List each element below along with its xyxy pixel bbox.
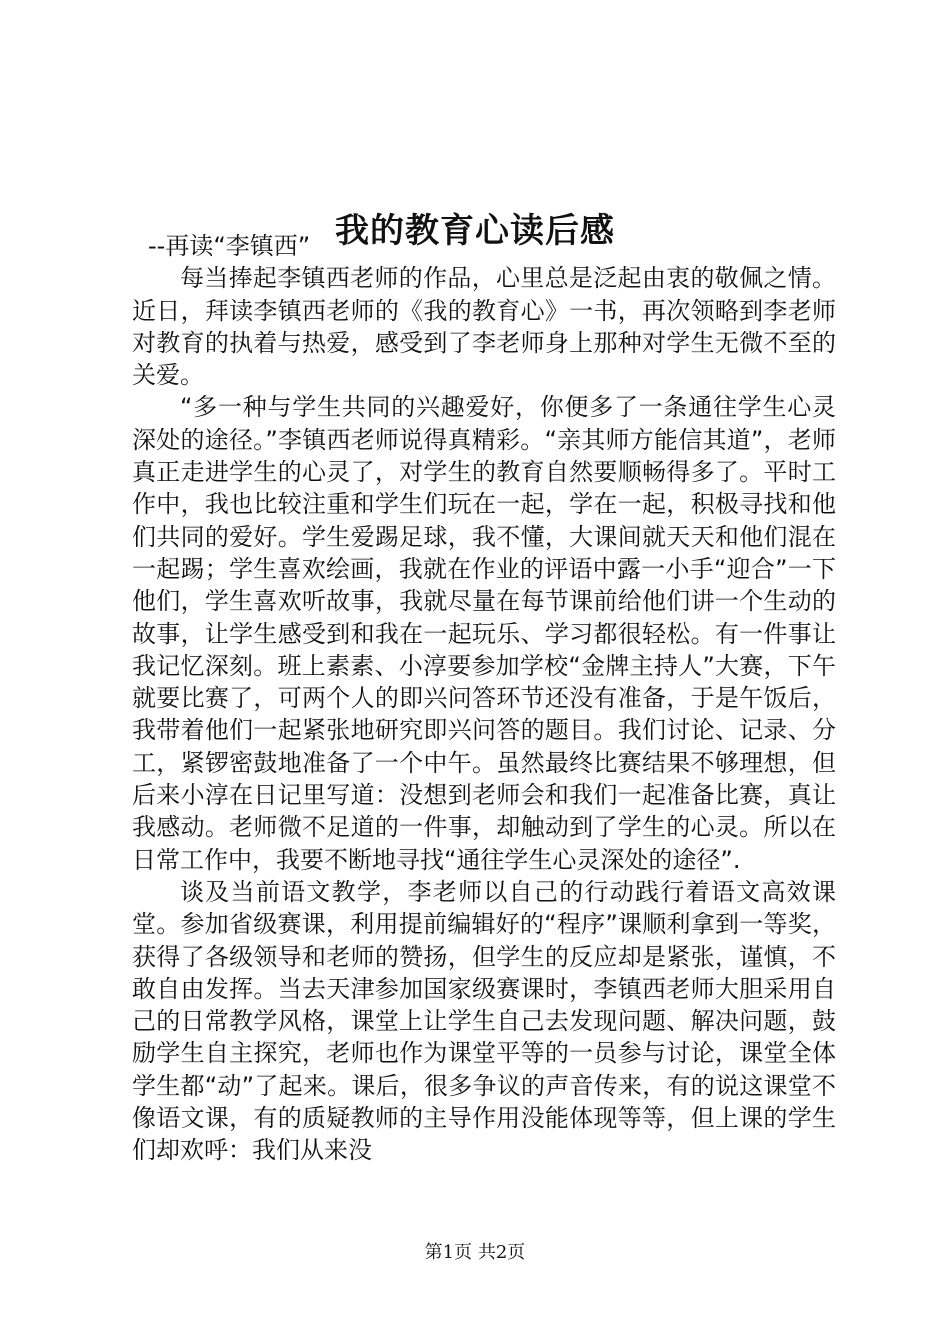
paragraph-1: 每当捧起李镇西老师的作品，心里总是泛起由衷的敬佩之情。近日，拜读李镇西老师的《我的教育心》一书，再次领略到李老师对教育的执着与热爱，感受到了李老师身上那种对学生无微不至的关爱。 xyxy=(132,264,836,390)
document-body xyxy=(132,230,836,1167)
document-subtitle: --再读“李镇西” xyxy=(148,232,311,260)
page-number-footer: 第1页 共2页 xyxy=(424,1242,526,1263)
document-title: 我的教育心读后感 xyxy=(335,210,615,251)
paragraph-2: “多一种与学生共同的兴趣爱好，你便多了一条通往学生心灵深处的途径。”李镇西老师说得真精彩。“亲其师方能信其道”，老师真正走进学生的心灵了，对学生的教育自然要顺畅得多了。平时工作中，我也比较注重和学生们玩在一起，学在一起，积极寻找和他们共同的爱好。学生爱踢足球，我不懂，大课间就天天和他们混在一起踢；学生喜欢绘画，我就在作业的评语中露一小手“迎合”一下他们，学生喜欢听故事，我就尽量在每节课前给他们讲一个生动的故事，让学生感受到和我在一起玩乐、学习都很轻松。有一件事让我记忆深刻。班上素素、小淳要参加学校“金牌主持人”大赛，下午就要比赛了，可两个人的即兴问答环节还没有准备，于是午饭后，我带着他们一起紧张地研究即兴问答的题目。我们讨论、记录、分工，紧锣密鼓地准备了一个中午。虽然最终比赛结果不够理想，但后来小淳在日记里写道：没想到老师会和我们一起准备比赛，真让我感动。老师微不足道的一件事，却触动到了学生的心灵。所以在日常工作中，我要不断地寻找“通往学生心灵深处的途径”. xyxy=(132,393,836,874)
paragraph-3: 谈及当前语文教学，李老师以自己的行动践行着语文高效课堂。参加省级赛课，利用提前编辑好的“程序”课顺利拿到一等奖，获得了各级领导和老师的赞扬，但学生的反应却是紧张，谨慎，不敢自由发挥。当去天津参加国家级赛课时，李镇西老师大胆采用自己的日常教学风格，课堂上让学生自己去发现问题、解决问题，鼓励学生自主探究，老师也作为课堂平等的一员参与讨论，课堂全体学生都“动”了起来。课后，很多争议的声音传来，有的说这课堂不像语文课，有的质疑教师的主导作用没能体现等等，但上课的学生们却欢呼：我们从来没 xyxy=(132,877,836,1165)
